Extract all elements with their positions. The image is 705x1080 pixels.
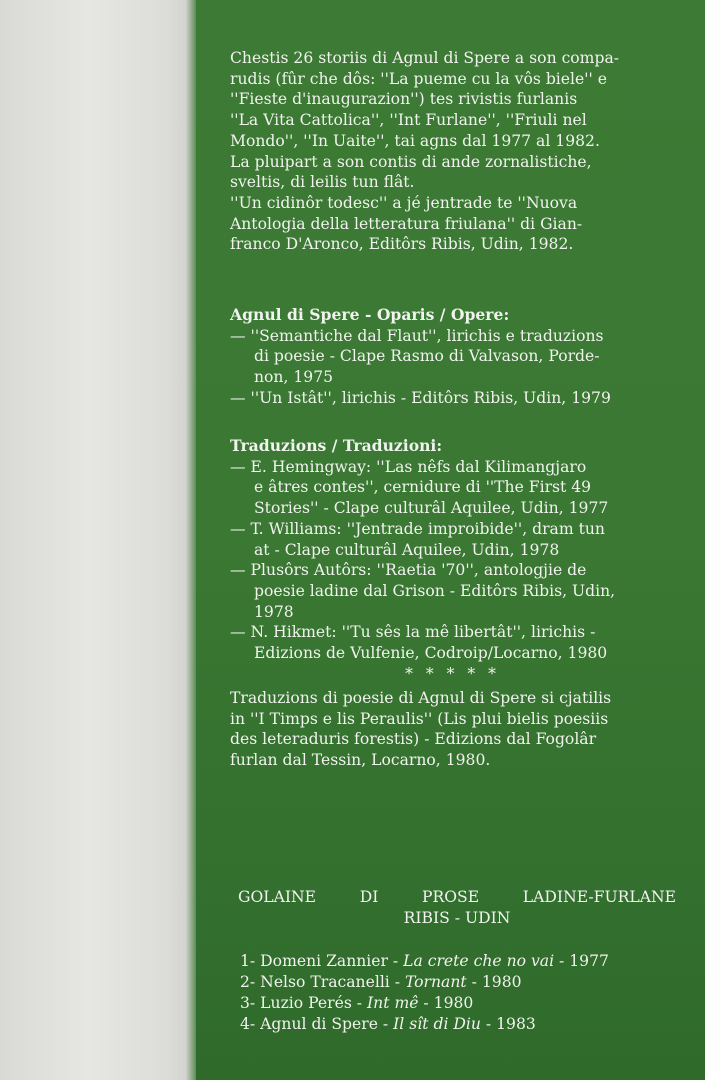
translations-section: [230, 436, 675, 684]
intro-line: ''Un cidinôr todesc'' a jé jentrade te ''Nuova: [230, 193, 578, 212]
note-line: Traduzions di poesie di Agnul di Spere si cjatilis: [230, 689, 612, 707]
translation-item: — E. Hemingway: ''Las nêfs dal Kilimangjaro: [230, 457, 587, 476]
book-entry: [240, 951, 680, 972]
book-year: - 1977: [554, 952, 609, 970]
translation-item-cont: Stories'' - Clape culturâl Aquilee, Udin, 1977: [254, 499, 609, 518]
note-line: des leteraduris forestis) - Edizions dal Fogolâr: [230, 730, 597, 749]
book-entry: [240, 993, 680, 1014]
stars-divider: * * * * *: [405, 664, 500, 683]
intro-line: Antologia della letteratura friulana'' di Gian-: [230, 214, 583, 233]
book-entry: [240, 972, 680, 993]
book-number: 3-: [240, 994, 256, 1012]
book-year: - 1980: [418, 994, 474, 1012]
translation-item-cont: 1978: [254, 602, 294, 621]
book-year: - 1983: [480, 1015, 536, 1033]
works-heading: Agnul di Spere - Oparis / Opere:: [230, 305, 510, 324]
note-line: in ''I Timps e lis Peraulis'' (Lis plui bielis poesiis: [230, 709, 609, 728]
book-title: Tornant: [404, 973, 467, 991]
book-year: - 1980: [466, 973, 522, 991]
book-title: Int mê: [367, 994, 419, 1012]
series-header: [238, 887, 676, 929]
translation-item-cont: poesie ladine dal Grison - Editôrs Ribis, Udin,: [254, 581, 616, 600]
intro-line: franco D'Aronco, Editôrs Ribis, Udin, 1982.: [230, 235, 574, 254]
intro-line: Mondo'', ''In Uaite'', tai agns dal 1977 al 1982.: [230, 131, 600, 150]
works-item-cont: di poesie - Clape Rasmo di Valvason, Porde-: [254, 347, 600, 366]
series-title: GOLAINE DI PROSE LADINE-FURLANE: [238, 888, 676, 906]
translation-item: — T. Williams: ''Jentrade improibide'', dram tun: [230, 519, 605, 538]
series-publisher: RIBIS - UDIN: [403, 909, 511, 927]
book-number: 4-: [240, 1015, 256, 1033]
translation-item-cont: Edizions de Vulfenie, Codroip/Locarno, 1980: [254, 644, 608, 663]
book-number: 2-: [240, 973, 256, 991]
book-author: Domeni Zannier -: [260, 952, 404, 970]
works-section: [230, 305, 675, 409]
book-entry: [240, 1014, 680, 1035]
works-item-cont: non, 1975: [254, 368, 334, 387]
translations-heading: Traduzions / Traduzioni:: [230, 436, 443, 455]
intro-line: La pluipart a son contis di ande zornalistiche,: [230, 152, 592, 171]
book-title: La crete che no vai: [403, 952, 555, 970]
works-item: — ''Un Istât'', lirichis - Editôrs Ribis, Udin, 1979: [230, 388, 611, 407]
intro-line: Chestis 26 storiis di Agnul di Spere a son compa-: [230, 49, 620, 67]
book-title: Il sît di Diu: [393, 1015, 481, 1033]
book-author: Luzio Perés -: [260, 994, 368, 1012]
book-author: Agnul di Spere -: [260, 1015, 394, 1033]
translation-item-cont: at - Clape culturâl Aquilee, Udin, 1978: [254, 540, 560, 559]
intro-line: ''Fieste d'inaugurazion'') tes rivistis furlanis: [230, 90, 578, 109]
series-book-list: [240, 951, 680, 1035]
translation-item-cont: e âtres contes'', cernidure di ''The First 49: [254, 478, 592, 497]
intro-paragraph: [230, 48, 675, 255]
note-line: furlan dal Tessin, Locarno, 1980.: [230, 751, 491, 770]
translation-item: — N. Hikmet: ''Tu sês la mê libertât'', lirichis -: [230, 623, 596, 642]
book-author: Nelso Tracanelli -: [260, 973, 405, 991]
note-paragraph: [230, 688, 675, 771]
book-number: 1-: [240, 952, 256, 970]
white-page-edge: [0, 0, 196, 1080]
translation-item: — Plusôrs Autôrs: ''Raetia '70'', antologjie de: [230, 561, 587, 580]
intro-line: ''La Vita Cattolica'', ''Int Furlane'', ''Friuli nel: [230, 111, 587, 130]
works-item: — ''Semantiche dal Flaut'', lirichis e traduzions: [230, 326, 604, 345]
intro-line: sveltis, di leilis tun flât.: [230, 173, 415, 192]
intro-line: rudis (fûr che dôs: ''La pueme cu la vôs biele'' e: [230, 69, 607, 88]
